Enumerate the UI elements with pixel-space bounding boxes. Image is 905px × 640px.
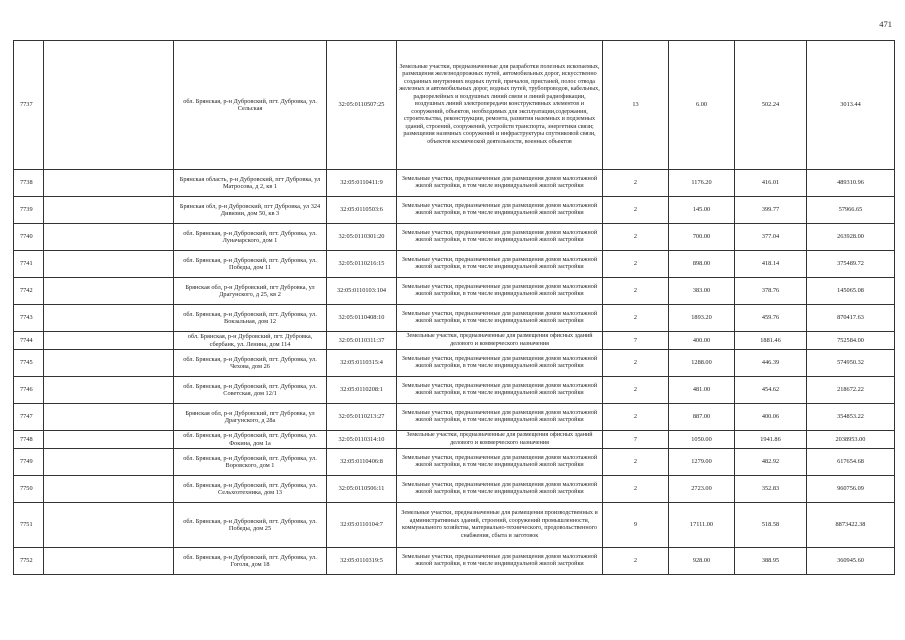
blank-cell — [44, 404, 174, 431]
blank-cell — [44, 197, 174, 224]
address-cell: обл. Брянская, р-н Дубровский, пгт. Дубровка, сбербанк, ул. Ленина, дом 114 — [174, 332, 327, 350]
table-row — [14, 332, 895, 350]
specific-value-cell: 502.24 — [735, 41, 807, 170]
table-body — [14, 41, 895, 575]
row-number: 7740 — [14, 224, 44, 251]
specific-value-cell: 482.92 — [735, 449, 807, 476]
specific-value-cell: 1881.46 — [735, 332, 807, 350]
cadastral-number-cell: 32:05:0110208:1 — [327, 377, 397, 404]
area-cell: 1288.00 — [669, 350, 735, 377]
land-use-cell: Земельные участки, предназначенные для размещения домов малоэтажной жилой застройки, в том числе индивидуальной жилой застройки — [397, 170, 603, 197]
cadastral-value-cell: 489310.96 — [807, 170, 895, 197]
row-number: 7741 — [14, 251, 44, 278]
use-code-cell: 2 — [603, 377, 669, 404]
address-cell: обл. Брянская, р-н Дубровский, пгт. Дубровка, ул. Вокзальная, дом 12 — [174, 305, 327, 332]
specific-value-cell: 400.06 — [735, 404, 807, 431]
land-use-cell: Земельные участки, предназначенные для размещения домов малоэтажной жилой застройки, в том числе индивидуальной жилой застройки — [397, 476, 603, 503]
cadastral-value-cell: 752584.00 — [807, 332, 895, 350]
row-number: 7738 — [14, 170, 44, 197]
row-number: 7745 — [14, 350, 44, 377]
area-cell: 400.00 — [669, 332, 735, 350]
blank-cell — [44, 431, 174, 449]
specific-value-cell: 399.77 — [735, 197, 807, 224]
address-cell: Брянская область, р-н Дубровский, пгт Дубровка, ул Матросова, д 2, кв 1 — [174, 170, 327, 197]
specific-value-cell: 388.95 — [735, 548, 807, 575]
cadastral-value-cell: 263928.00 — [807, 224, 895, 251]
land-use-cell: Земельные участки, предназначенные для размещения домов малоэтажной жилой застройки, в том числе индивидуальной жилой застройки — [397, 197, 603, 224]
specific-value-cell: 352.83 — [735, 476, 807, 503]
row-number: 7743 — [14, 305, 44, 332]
table-row — [14, 197, 895, 224]
table-row — [14, 251, 895, 278]
area-cell: 887.00 — [669, 404, 735, 431]
table-row — [14, 377, 895, 404]
row-number: 7739 — [14, 197, 44, 224]
table-row — [14, 278, 895, 305]
cadastral-value-cell: 960756.09 — [807, 476, 895, 503]
use-code-cell: 2 — [603, 350, 669, 377]
cadastral-value-cell: 145065.08 — [807, 278, 895, 305]
cadastral-value-cell: 617654.68 — [807, 449, 895, 476]
cadastral-number-cell: 32:05:0110319:5 — [327, 548, 397, 575]
cadastral-value-cell: 3013.44 — [807, 41, 895, 170]
use-code-cell: 2 — [603, 476, 669, 503]
use-code-cell: 2 — [603, 305, 669, 332]
row-number: 7750 — [14, 476, 44, 503]
specific-value-cell: 446.39 — [735, 350, 807, 377]
blank-cell — [44, 278, 174, 305]
table-row — [14, 476, 895, 503]
use-code-cell: 2 — [603, 170, 669, 197]
area-cell: 6.00 — [669, 41, 735, 170]
address-cell: обл. Брянская, р-н Дубровский, пгт. Дубровка, ул. Советская, дом 12/1 — [174, 377, 327, 404]
address-cell: Брянская обл, р-н Дубровский, пгт Дубровка, ул 324 Дивизии, дом 50, кв 3 — [174, 197, 327, 224]
area-cell: 2723.00 — [669, 476, 735, 503]
specific-value-cell: 454.62 — [735, 377, 807, 404]
specific-value-cell: 377.04 — [735, 224, 807, 251]
cadastral-number-cell: 32:05:0110315:4 — [327, 350, 397, 377]
table-row — [14, 41, 895, 170]
land-use-cell: Земельные участки, предназначенные для разработки полезных ископаемых, размещения железнодорожных путей, автомобильных дорог, искусственно созданных внутренних водных путей, причалов, пристаней, полос отвода железных и автомобильных дорог, водных путей, трубопроводов, кабельных, радиорелейных и воздушных линий связи и линий радиофикации, воздушных линий электропередачи конструктивных элементов и сооружений, объектов, необходимых для эксплуатации,содержания, строительства, реконструкции, ремонта, развития наземных и подземных зданий, строений, сооружений, устройств транспорта, энергетики связи; размещения наземных сооружений и инфраструктуры спутниковой связи, объектов космической деятельности, военных объектов — [397, 41, 603, 170]
land-use-cell: Земельные участки, предназначенные для размещения домов малоэтажной жилой застройки, в том числе индивидуальной жилой застройки — [397, 251, 603, 278]
area-cell: 1176.20 — [669, 170, 735, 197]
area-cell: 928.00 — [669, 548, 735, 575]
cadastral-number-cell: 32:05:0110311:37 — [327, 332, 397, 350]
use-code-cell: 7 — [603, 431, 669, 449]
use-code-cell: 2 — [603, 251, 669, 278]
specific-value-cell: 418.14 — [735, 251, 807, 278]
specific-value-cell: 518.58 — [735, 503, 807, 548]
land-use-cell: Земельные участки, предназначенные для размещения домов малоэтажной жилой застройки, в том числе индивидуальной жилой застройки — [397, 377, 603, 404]
cadastral-number-cell: 32:05:0110408:10 — [327, 305, 397, 332]
cadastral-value-cell: 360945.60 — [807, 548, 895, 575]
use-code-cell: 9 — [603, 503, 669, 548]
cadastral-value-cell: 375489.72 — [807, 251, 895, 278]
cadastral-number-cell: 32:05:0110507:25 — [327, 41, 397, 170]
cadastral-value-cell: 8873422.38 — [807, 503, 895, 548]
address-cell: Брянская обл, р-н Дубровский, пгт Дубровка, ул Драгунского, д 25, кв 2 — [174, 278, 327, 305]
cadastral-value-cell: 2038953.00 — [807, 431, 895, 449]
cadastral-number-cell: 32:05:0110314:10 — [327, 431, 397, 449]
cadastral-number-cell: 32:05:0110506:11 — [327, 476, 397, 503]
row-number: 7752 — [14, 548, 44, 575]
specific-value-cell: 1941.86 — [735, 431, 807, 449]
cadastral-number-cell: 32:05:0110213:27 — [327, 404, 397, 431]
address-cell: обл. Брянская, р-н Дубровский, пгт. Дубровка, ул. Луначарского, дом 1 — [174, 224, 327, 251]
land-use-cell: Земельные участки, предназначенные для размещения домов малоэтажной жилой застройки, в том числе индивидуальной жилой застройки — [397, 404, 603, 431]
specific-value-cell: 378.76 — [735, 278, 807, 305]
specific-value-cell: 416.01 — [735, 170, 807, 197]
blank-cell — [44, 476, 174, 503]
page-number: 471 — [879, 19, 892, 29]
table-row — [14, 404, 895, 431]
blank-cell — [44, 41, 174, 170]
address-cell: обл. Брянская, р-н Дубровский, пгт. Дубровка, ул. Чехова, дом 26 — [174, 350, 327, 377]
row-number: 7747 — [14, 404, 44, 431]
cadastral-number-cell: 32:05:0110406:8 — [327, 449, 397, 476]
blank-cell — [44, 548, 174, 575]
use-code-cell: 2 — [603, 197, 669, 224]
row-number: 7749 — [14, 449, 44, 476]
cadastral-value-table — [13, 40, 895, 575]
use-code-cell: 2 — [603, 449, 669, 476]
land-use-cell: Земельные участки, предназначенные для размещения домов малоэтажной жилой застройки, в том числе индивидуальной жилой застройки — [397, 449, 603, 476]
cadastral-value-cell: 354853.22 — [807, 404, 895, 431]
land-use-cell: Земельные участки, предназначенные для размещения офисных зданий делового и коммерческого назначения — [397, 431, 603, 449]
address-cell: обл. Брянская, р-н Дубровский, пгт. Дубровка, ул. Сельхозтехника, дом 13 — [174, 476, 327, 503]
cadastral-number-cell: 32:05:0110103:104 — [327, 278, 397, 305]
address-cell: обл. Брянская, р-н Дубровский, пгт. Дубровка, ул. Воровского, дом 1 — [174, 449, 327, 476]
cadastral-number-cell: 32:05:0110411:9 — [327, 170, 397, 197]
blank-cell — [44, 224, 174, 251]
blank-cell — [44, 305, 174, 332]
area-cell: 700.00 — [669, 224, 735, 251]
table-row — [14, 350, 895, 377]
land-use-cell: Земельные участки, предназначенные для размещения производственных и административных зданий, строений, сооружений промышленности, коммунального хозяйства, материально-технического, продовольственного снабжения, сбыта и заготовок — [397, 503, 603, 548]
row-number: 7748 — [14, 431, 44, 449]
address-cell: обл. Брянская, р-н Дубровский, пгт. Дубровка, ул. Победы, дом 25 — [174, 503, 327, 548]
cadastral-number-cell: 32:05:0110503:6 — [327, 197, 397, 224]
specific-value-cell: 459.76 — [735, 305, 807, 332]
area-cell: 145.00 — [669, 197, 735, 224]
area-cell: 383.00 — [669, 278, 735, 305]
cadastral-value-cell: 870417.63 — [807, 305, 895, 332]
table-row — [14, 431, 895, 449]
table-row — [14, 224, 895, 251]
address-cell: обл. Брянская, р-н Дубровский, пгт. Дубровка, ул. Сельская — [174, 41, 327, 170]
land-use-cell: Земельные участки, предназначенные для размещения домов малоэтажной жилой застройки, в том числе индивидуальной жилой застройки — [397, 305, 603, 332]
land-use-cell: Земельные участки, предназначенные для размещения домов малоэтажной жилой застройки, в том числе индивидуальной жилой застройки — [397, 278, 603, 305]
area-cell: 481.00 — [669, 377, 735, 404]
land-use-cell: Земельные участки, предназначенные для размещения домов малоэтажной жилой застройки, в том числе индивидуальной жилой застройки — [397, 548, 603, 575]
row-number: 7746 — [14, 377, 44, 404]
use-code-cell: 7 — [603, 332, 669, 350]
land-use-cell: Земельные участки, предназначенные для размещения офисных зданий делового и коммерческого назначения — [397, 332, 603, 350]
use-code-cell: 2 — [603, 224, 669, 251]
blank-cell — [44, 449, 174, 476]
blank-cell — [44, 332, 174, 350]
address-cell: обл. Брянская, р-н Дубровский, пгт. Дубровка, ул. Фокина, дом 1а — [174, 431, 327, 449]
row-number: 7744 — [14, 332, 44, 350]
area-cell: 17111.00 — [669, 503, 735, 548]
blank-cell — [44, 377, 174, 404]
use-code-cell: 2 — [603, 404, 669, 431]
table-row — [14, 548, 895, 575]
area-cell: 1893.20 — [669, 305, 735, 332]
table-row — [14, 449, 895, 476]
table-row — [14, 305, 895, 332]
area-cell: 1279.00 — [669, 449, 735, 476]
area-cell: 1050.00 — [669, 431, 735, 449]
address-cell: обл. Брянская, р-н Дубровский, пгт. Дубровка, ул. Победы, дом 11 — [174, 251, 327, 278]
row-number: 7737 — [14, 41, 44, 170]
row-number: 7751 — [14, 503, 44, 548]
use-code-cell: 13 — [603, 41, 669, 170]
cadastral-value-cell: 57966.65 — [807, 197, 895, 224]
cadastral-value-cell: 218672.22 — [807, 377, 895, 404]
blank-cell — [44, 503, 174, 548]
cadastral-number-cell: 32:05:0110216:15 — [327, 251, 397, 278]
cadastral-value-cell: 574950.32 — [807, 350, 895, 377]
blank-cell — [44, 170, 174, 197]
blank-cell — [44, 251, 174, 278]
address-cell: обл. Брянская, р-н Дубровский, пгт. Дубровка, ул. Гоголя, дом 18 — [174, 548, 327, 575]
land-use-cell: Земельные участки, предназначенные для размещения домов малоэтажной жилой застройки, в том числе индивидуальной жилой застройки — [397, 350, 603, 377]
use-code-cell: 2 — [603, 278, 669, 305]
cadastral-number-cell: 32:05:0110104:7 — [327, 503, 397, 548]
use-code-cell: 2 — [603, 548, 669, 575]
address-cell: Брянская обл, р-н Дубровский, пгт Дубровка, ул Драгунского, д 28а — [174, 404, 327, 431]
table-row — [14, 170, 895, 197]
land-use-cell: Земельные участки, предназначенные для размещения домов малоэтажной жилой застройки, в том числе индивидуальной жилой застройки — [397, 224, 603, 251]
cadastral-number-cell: 32:05:0110301:20 — [327, 224, 397, 251]
area-cell: 898.00 — [669, 251, 735, 278]
table-row — [14, 503, 895, 548]
row-number: 7742 — [14, 278, 44, 305]
blank-cell — [44, 350, 174, 377]
